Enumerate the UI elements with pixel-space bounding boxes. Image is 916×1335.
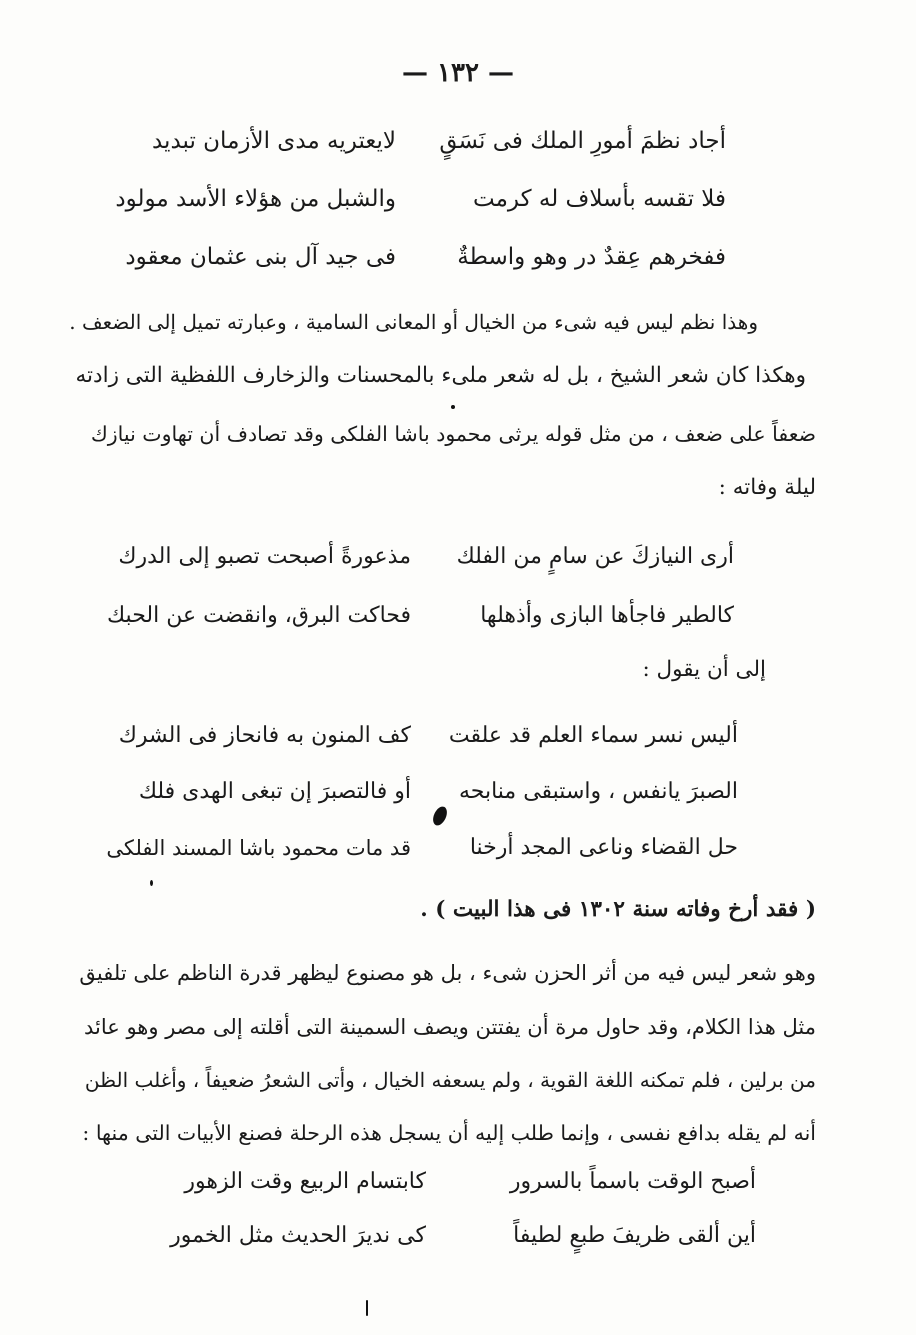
paragraph-line: ضعفاً على ضعف ، من مثل قوله يرثى محمود باشا الفلكى وقد تصادف أن تهاوت نيازك	[90, 422, 816, 446]
verse-line	[0, 235, 916, 279]
verse-hemistich-right: أرى النيازكَ عن سامٍ من الفلك	[456, 544, 734, 569]
verse-line	[0, 535, 916, 579]
verse-hemistich-right: أين ألقى ظريفَ طبعٍ لطيفاً	[513, 1223, 756, 1248]
verse-line	[0, 594, 916, 638]
verse-hemistich-right: الصبرَ يانفس ، واستبقى منابحه	[458, 779, 738, 804]
verse-line	[0, 714, 916, 758]
paragraph-line: وهذا نظم ليس فيه شىء من الخيال أو المعانى السامية ، وعبارته تميل إلى الضعف .	[69, 310, 758, 334]
page-number: — ١٣٢ —	[401, 58, 515, 88]
verse-line	[0, 177, 916, 221]
verse-hemistich-left: فحاكت البرق، وانقضت عن الحبك	[107, 603, 411, 628]
verse-line	[0, 826, 916, 870]
ink-speck	[451, 405, 455, 409]
verse-hemistich-left: لايعتريه مدى الأزمان تبديد	[151, 128, 396, 154]
verse-hemistich-right: أجاد نظمَ أمورِ الملك فى نَسَقٍ	[439, 128, 726, 154]
verse-line	[0, 770, 916, 814]
verse-line	[0, 1160, 916, 1204]
paragraph-line: من برلين ، فلم تمكنه اللغة القوية ، ولم يسعفه الخيال ، وأتى الشعرُ ضعيفاً ، وأغلب الظن	[84, 1068, 816, 1092]
verse-line	[0, 119, 916, 163]
verse-hemistich-left: فى جيد آل بنى عثمان معقود	[125, 244, 396, 270]
ink-speck	[150, 880, 153, 886]
paragraph-line: أنه لم يقله بدافع نفسى ، وإنما طلب إليه أن يسجل هذه الرحلة فصنع الأبيات التى منها :	[82, 1121, 816, 1145]
verse-line	[0, 1214, 916, 1258]
note-line: ( فقد أرخ وفاته سنة ١٣٠٢ فى هذا البيت ) .	[420, 897, 816, 922]
verse-hemistich-right: أليس نسر سماء العلم قد علقت	[448, 723, 738, 748]
verse-hemistich-left: أو فالتصبرَ إن تبغى الهدى فلك	[138, 779, 411, 804]
transition-line: إلى أن يقول :	[642, 657, 766, 682]
paragraph-line: ليلة وفاته :	[718, 475, 816, 500]
verse-hemistich-left: والشبل من هؤلاء الأسد مولود	[115, 186, 396, 212]
verse-hemistich-right: فلا تقسه بأسلاف له كرمت	[473, 186, 726, 212]
verse-hemistich-right: أصبح الوقت باسماً بالسرور	[509, 1169, 756, 1194]
paragraph-line: مثل هذا الكلام، وقد حاول مرة أن يفتتن ويصف السمينة التى أقلته إلى مصر وهو عائد	[83, 1015, 816, 1039]
verse-hemistich-left: مذعورةً أصبحت تصبو إلى الدرك	[118, 544, 411, 569]
verse-hemistich-right: كالطير فاجأها البازى وأذهلها	[480, 603, 734, 628]
ink-speck	[366, 1300, 368, 1316]
verse-hemistich-left: كى نديرَ الحديث مثل الخمور	[170, 1223, 426, 1248]
verse-hemistich-right: حل القضاء وناعى المجد أرخنا	[469, 835, 738, 860]
verse-hemistich-left: كف المنون به فانحاز فى الشرك	[118, 723, 411, 748]
paragraph-line: وهكذا كان شعر الشيخ ، بل له شعر ملىء بالمحسنات والزخارف اللفظية التى زادته	[75, 363, 806, 388]
paragraph-line: وهو شعر ليس فيه من أثر الحزن شىء ، بل هو مصنوع ليظهر قدرة الناظم على تلفيق	[79, 961, 816, 985]
verse-hemistich-left: كابتسام الربيع وقت الزهور	[184, 1169, 426, 1194]
verse-hemistich-right: ففخرهم عِقدٌ در وهو واسطةٌ	[457, 244, 726, 270]
verse-hemistich-left: قد مات محمود باشا المسند الفلكى	[106, 836, 411, 860]
